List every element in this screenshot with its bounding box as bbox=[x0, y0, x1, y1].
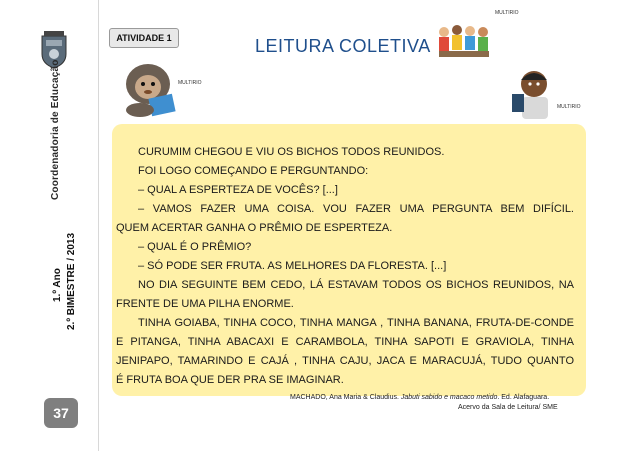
citation-authors: MACHADO, Ana Maria & Claudius. bbox=[290, 394, 401, 401]
boy-reading-illustration bbox=[504, 66, 560, 126]
text-line-10: TINHA GOIABA, TINHA COCO, TINHA MANGA , TINHA BANANA, FRUTA-DE-CONDE bbox=[138, 317, 574, 329]
page-number-badge: 37 bbox=[44, 398, 78, 428]
sidebar bbox=[0, 0, 98, 451]
text-line-6: – QUAL É O PRÊMIO? bbox=[138, 241, 252, 253]
text-line-13: É FRUTA BOA QUE DER PRA SE IMAGINAR. bbox=[116, 374, 344, 386]
page-title: LEITURA COLETIVA bbox=[255, 36, 431, 56]
year-label: 1.º Ano bbox=[52, 268, 63, 302]
bimester-label: 2.º BIMESTRE / 2013 bbox=[66, 232, 77, 330]
multirio-label-3: MULTIRIO bbox=[557, 104, 581, 110]
citation-publisher: . Ed. Alafaguara. bbox=[497, 394, 550, 401]
monkey-reading-illustration bbox=[118, 58, 182, 120]
children-group-illustration bbox=[434, 22, 496, 60]
text-line-9: FRENTE DE UMA PILHA ENORME. bbox=[116, 298, 294, 310]
citation-line-2: Acervo da Sala de Leitura/ SME bbox=[458, 404, 558, 411]
sidebar-divider bbox=[98, 0, 99, 451]
multirio-label-1: MULTIRIO bbox=[178, 80, 202, 86]
text-line-4: – VAMOS FAZER UMA COISA. VOU FAZER UMA PERGUNTA BEM DIFÍCIL. bbox=[138, 203, 574, 215]
text-line-1: CURUMIM CHEGOU E VIU OS BICHOS TODOS REUNIDOS. bbox=[138, 146, 445, 158]
text-line-12: JENIPAPO, TAMARINDO E CAJÁ , TINHA CAJU, JACA E MARACUJÁ, TUDO QUANTO bbox=[116, 355, 574, 367]
text-line-3: – QUAL A ESPERTEZA DE VOCÊS? [...] bbox=[138, 184, 338, 196]
text-line-7: – SÓ PODE SER FRUTA. AS MELHORES DA FLORESTA. [...] bbox=[138, 260, 447, 272]
text-line-5: QUEM ACERTAR GANHA O PRÊMIO DE ESPERTEZA. bbox=[116, 222, 393, 234]
citation-line-1 bbox=[290, 394, 549, 401]
activity-tab: ATIVIDADE 1 bbox=[109, 28, 179, 48]
multirio-label-2: MULTIRIO bbox=[495, 10, 519, 16]
citation-book-title: Jabuti sabido e macaco metido bbox=[400, 394, 498, 401]
text-line-11: E PITANGA, TINHA ABACAXI E CARAMBOLA, TINHA SAPOTI E GRAVIOLA, TINHA bbox=[116, 336, 574, 348]
coordination-label: Coordenadoria de Educação bbox=[50, 59, 61, 200]
text-line-2: FOI LOGO COMEÇANDO E PERGUNTANDO: bbox=[138, 165, 369, 177]
text-line-8: NO DIA SEGUINTE BEM CEDO, LÁ ESTAVAM TODOS OS BICHOS REUNIDOS, NA bbox=[138, 279, 574, 291]
